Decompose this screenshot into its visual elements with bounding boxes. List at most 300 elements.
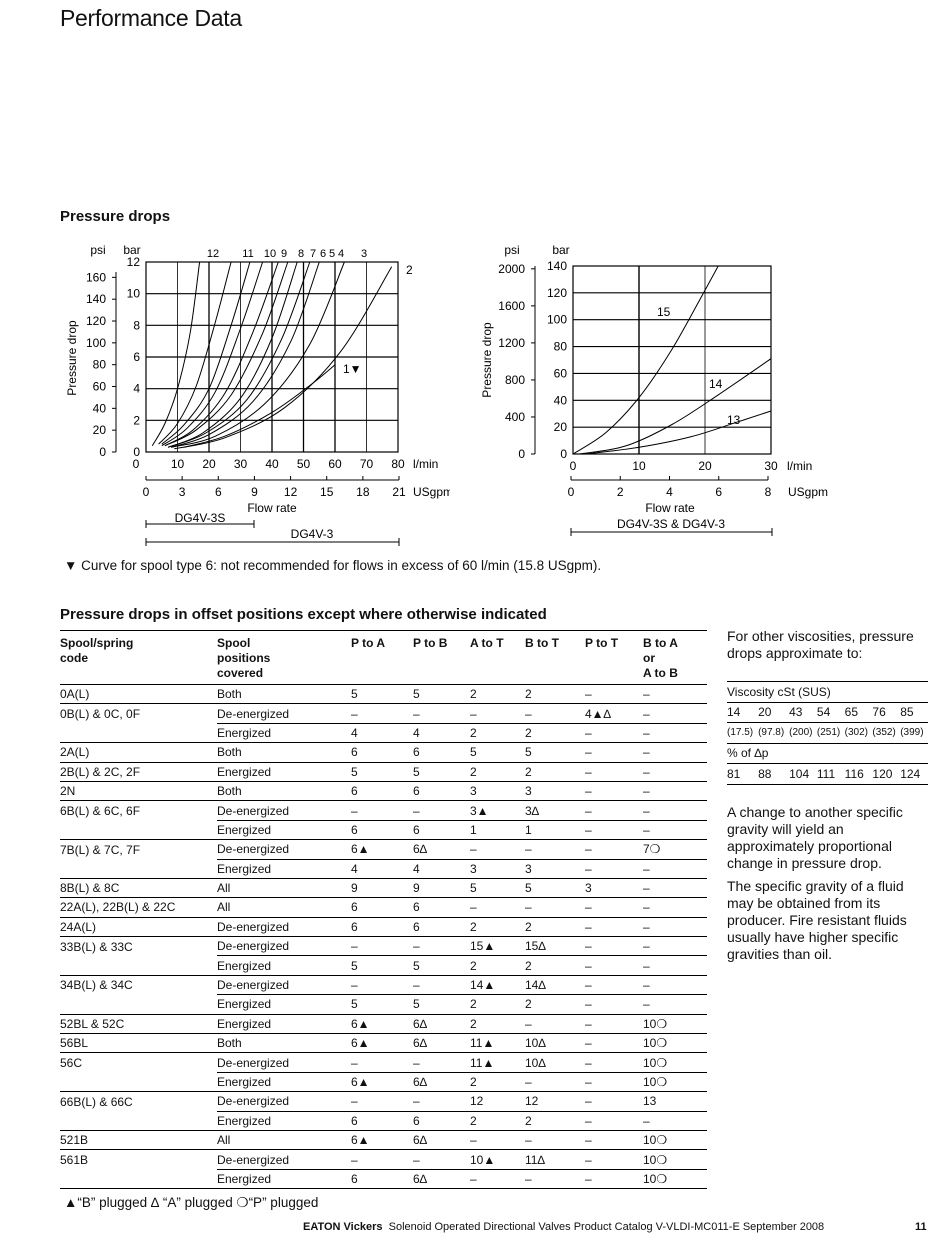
spool-code-cell: 2N xyxy=(60,781,217,800)
y-tick-label-bar: 0 xyxy=(133,445,140,459)
y-axis-label: Pressure drop xyxy=(480,322,494,398)
table-cell: – xyxy=(525,704,585,723)
y-unit-psi: psi xyxy=(504,243,520,257)
table-cell: Energized xyxy=(217,723,351,742)
table-body xyxy=(60,685,707,1189)
table-cell: – xyxy=(585,801,643,820)
x-tick-label-usgpm: 8 xyxy=(764,485,772,499)
table-cell: 10❍ xyxy=(643,1150,707,1169)
curve-label: 5 xyxy=(328,248,336,260)
table-cell: – xyxy=(351,1150,413,1169)
table-cell: 2 xyxy=(470,685,525,704)
table-cell: – xyxy=(585,1092,643,1111)
table-cell: 9 xyxy=(413,878,470,897)
column-header: Spool positions covered xyxy=(217,631,351,685)
y-tick-label-psi: 20 xyxy=(92,423,106,438)
table-row xyxy=(60,743,707,762)
table-cell: – xyxy=(585,1014,643,1033)
viscosity-cell: 85 xyxy=(900,702,928,723)
table-cell: – xyxy=(585,975,643,994)
x-tick-label-usgpm: 12 xyxy=(283,485,298,499)
table-cell: – xyxy=(525,1014,585,1033)
spool-code-cell: 22A(L), 22B(L) & 22C xyxy=(60,898,217,917)
viscosity-cell: 14 xyxy=(727,702,758,723)
table-cell: – xyxy=(643,723,707,742)
table-cell: 2 xyxy=(470,723,525,742)
table-row xyxy=(60,1092,707,1111)
column-header: P to T xyxy=(585,631,643,685)
y-tick-label-psi: 100 xyxy=(85,335,106,350)
y-tick-label-bar: 4 xyxy=(133,381,140,396)
x-tick-label-lmin: 30 xyxy=(233,457,248,471)
y-axis-label: Pressure drop xyxy=(65,320,79,396)
table-cell: 12 xyxy=(525,1092,585,1111)
viscosity-cell: 20 xyxy=(758,702,789,723)
spool-code-cell: 521B xyxy=(60,1130,217,1149)
table-cell: – xyxy=(351,704,413,723)
table-cell: 11▲ xyxy=(470,1053,525,1072)
column-header: B to T xyxy=(525,631,585,685)
x-tick-label-lmin: 40 xyxy=(265,457,279,471)
table-row xyxy=(60,1072,707,1091)
table-cell: 10❍ xyxy=(643,1169,707,1188)
y-tick-label-psi: 140 xyxy=(85,292,106,307)
table-row xyxy=(60,1130,707,1149)
table-row xyxy=(60,1014,707,1033)
table-cell: 10❍ xyxy=(643,1053,707,1072)
table-cell: – xyxy=(585,840,643,859)
table-cell: – xyxy=(413,1053,470,1072)
y-tick-label-psi: 0 xyxy=(99,445,106,459)
table-cell: 6 xyxy=(351,1111,413,1130)
table-cell: 6 xyxy=(413,898,470,917)
table-row xyxy=(60,995,707,1014)
table-cell: – xyxy=(585,917,643,936)
table-row xyxy=(60,762,707,781)
table-cell: 5 xyxy=(525,743,585,762)
x-axis-label: Flow rate xyxy=(247,501,297,515)
curve-13 xyxy=(586,411,771,454)
viscosity-cell: 43 xyxy=(789,702,817,723)
table-cell: All xyxy=(217,898,351,917)
curve-label: 9 xyxy=(280,248,288,260)
table-cell: Both xyxy=(217,781,351,800)
table-cell: – xyxy=(585,723,643,742)
x-unit-lmin: l/min xyxy=(413,457,439,471)
table-cell: Both xyxy=(217,743,351,762)
table-cell: – xyxy=(643,956,707,975)
table-cell: – xyxy=(585,859,643,878)
pressure-drop-table xyxy=(60,630,707,1189)
range-label: DG4V-3S & DG4V-3 xyxy=(616,517,726,531)
table-cell: 6 xyxy=(351,898,413,917)
viscosity-cell: 116 xyxy=(845,764,873,785)
table-cell: 6 xyxy=(413,781,470,800)
spool-code-cell: 33B(L) & 33C xyxy=(60,939,133,954)
table-row xyxy=(60,1034,707,1053)
viscosity-table xyxy=(727,681,928,785)
table-cell: 5 xyxy=(470,878,525,897)
spool-code-cell: 0B(L) & 0C, 0F xyxy=(60,706,141,721)
viscosity-cell: 65 xyxy=(845,702,873,723)
table-cell: 1 xyxy=(470,820,525,839)
table-cell: 5 xyxy=(351,956,413,975)
table-cell: De-energized xyxy=(217,975,351,994)
table-cell: – xyxy=(643,995,707,1014)
viscosity-cell: (302) xyxy=(845,723,873,744)
table-cell: – xyxy=(643,762,707,781)
x-tick-label-usgpm: 4 xyxy=(666,485,673,499)
table-cell: 10❍ xyxy=(643,1034,707,1053)
x-unit-lmin: l/min xyxy=(787,459,813,473)
table-cell: Energized xyxy=(217,1072,351,1091)
table-cell: 3 xyxy=(525,859,585,878)
y-tick-label-psi: 2000 xyxy=(498,261,525,276)
curve-label: 6 xyxy=(319,248,327,260)
table-cell: 3∆ xyxy=(525,801,585,820)
table-cell: 2 xyxy=(525,762,585,781)
spool-code-cell xyxy=(60,1072,217,1091)
table-cell: De-energized xyxy=(217,1053,351,1072)
table-cell: 6 xyxy=(351,820,413,839)
x-unit-usgpm: USgpm xyxy=(788,485,829,499)
table-cell: 15∆ xyxy=(525,937,585,956)
y-tick-label-psi: 160 xyxy=(85,270,106,285)
spool-code-cell: 2B(L) & 2C, 2F xyxy=(60,762,217,781)
table-cell: – xyxy=(351,1053,413,1072)
table-cell: – xyxy=(470,704,525,723)
gravity-text-1: A change to another specific gravity will yield an approximately proportional change in pressure drop. xyxy=(727,804,903,871)
plot-frame xyxy=(573,266,771,454)
table-cell: – xyxy=(351,975,413,994)
table-cell: – xyxy=(643,685,707,704)
table-cell: 4 xyxy=(351,723,413,742)
table-cell: – xyxy=(470,1130,525,1149)
x-tick-label-usgpm: 15 xyxy=(320,485,334,499)
y-unit-bar: bar xyxy=(552,243,570,257)
table-cell: 2 xyxy=(525,723,585,742)
y-tick-label-bar: 8 xyxy=(133,318,140,333)
spool-code-cell: 66B(L) & 66C xyxy=(60,1094,133,1109)
curve-label: 2 xyxy=(406,263,413,277)
table-cell: – xyxy=(585,1111,643,1130)
curve-label: 13 xyxy=(727,413,741,427)
spool-code-cell: 34B(L) & 34C xyxy=(60,978,133,993)
curve-label: 12 xyxy=(206,248,220,260)
table-row xyxy=(60,878,707,897)
curve-label: 10 xyxy=(263,248,277,260)
column-header: B to A or A to B xyxy=(643,631,707,685)
table-cell: – xyxy=(585,1053,643,1072)
table-cell: 6 xyxy=(351,781,413,800)
table-cell: 14∆ xyxy=(525,975,585,994)
y-tick-label-psi: 60 xyxy=(92,379,106,394)
table-cell: 5 xyxy=(525,878,585,897)
y-tick-label-psi: 80 xyxy=(92,357,106,372)
table-cell: – xyxy=(413,704,470,723)
y-tick-label-bar: 10 xyxy=(126,286,140,301)
y-unit-bar: bar xyxy=(123,243,141,257)
table-cell: 9 xyxy=(351,878,413,897)
table-cell: 5 xyxy=(413,956,470,975)
section-title: Pressure drops xyxy=(60,208,171,225)
table-row xyxy=(60,1053,707,1072)
table-cell: Energized xyxy=(217,1169,351,1188)
table-cell: De-energized xyxy=(217,704,351,723)
table-cell: 2 xyxy=(525,956,585,975)
y-tick-label-bar: 40 xyxy=(553,393,567,408)
curve-label: 3 xyxy=(360,248,368,260)
table-cell: 3 xyxy=(525,781,585,800)
viscosity-cell: 81 xyxy=(727,764,758,785)
y-tick-label-psi: 1600 xyxy=(498,298,525,313)
table-cell: – xyxy=(525,898,585,917)
table-cell: 2 xyxy=(470,956,525,975)
table-cell: 13 xyxy=(643,1092,707,1111)
viscosity-cell: (399) xyxy=(900,723,928,744)
table-cell: – xyxy=(525,1169,585,1188)
table-cell: – xyxy=(351,1092,413,1111)
curve-11 xyxy=(159,262,232,444)
table-cell: – xyxy=(351,937,413,956)
y-tick-label-bar: 60 xyxy=(553,366,567,381)
table-row xyxy=(60,704,707,723)
table-cell: – xyxy=(585,781,643,800)
x-tick-label-lmin: 20 xyxy=(698,459,712,473)
column-header: P to A xyxy=(351,631,413,685)
table-cell: 6∆ xyxy=(413,1034,470,1053)
x-tick-label-usgpm: 9 xyxy=(251,485,258,499)
table-cell: Energized xyxy=(217,956,351,975)
table-cell: – xyxy=(585,937,643,956)
table-cell: – xyxy=(413,1092,470,1111)
curve-label: 11 xyxy=(242,248,254,260)
x-axis-label: Flow rate xyxy=(645,501,695,515)
table-row xyxy=(60,917,707,936)
viscosity-cell: (97.8) xyxy=(758,723,789,744)
table-cell: 10❍ xyxy=(643,1130,707,1149)
table-cell: All xyxy=(217,878,351,897)
range-label: DG4V-3 xyxy=(290,527,334,541)
table-cell: Energized xyxy=(217,1014,351,1033)
x-tick-label-lmin: 30 xyxy=(764,459,778,473)
table-cell: 10∆ xyxy=(525,1034,585,1053)
table-row xyxy=(60,898,707,917)
spool-code-cell: 7B(L) & 7C, 7F xyxy=(60,842,141,857)
table-cell: 1 xyxy=(525,820,585,839)
table-cell: – xyxy=(643,898,707,917)
table-row xyxy=(60,781,707,800)
y-tick-label-bar: 140 xyxy=(546,259,567,273)
curve-3 xyxy=(171,262,344,447)
viscosity-cell: 54 xyxy=(817,702,845,723)
table-cell: 2 xyxy=(470,917,525,936)
spool-code-cell: 561B xyxy=(60,1152,89,1167)
table-cell: – xyxy=(585,995,643,1014)
footer-text: Solenoid Operated Directional Valves Product Catalog V-VLDI-MC011-E September 2008 xyxy=(388,1221,825,1233)
spool-code-cell xyxy=(60,723,217,742)
table-row xyxy=(60,840,707,859)
table-cell: – xyxy=(525,1130,585,1149)
y-tick-label-bar: 0 xyxy=(560,447,567,461)
table-cell: 2 xyxy=(470,995,525,1014)
page-title: Performance Data xyxy=(60,5,242,31)
curve-12 xyxy=(152,262,199,446)
table-row xyxy=(60,1150,707,1169)
table-cell: 6▲ xyxy=(351,1014,413,1033)
table-cell: – xyxy=(643,781,707,800)
table-cell: 6▲ xyxy=(351,1034,413,1053)
x-unit-usgpm: USgpm xyxy=(413,485,450,499)
y-tick-label-bar: 2 xyxy=(133,413,140,428)
table-cell: – xyxy=(585,1034,643,1053)
dp-label: % of ∆p xyxy=(727,743,928,764)
table-cell: – xyxy=(585,743,643,762)
table-cell: – xyxy=(643,801,707,820)
curve-label: 14 xyxy=(709,377,723,391)
table-cell: – xyxy=(585,956,643,975)
y-tick-label-psi: 1200 xyxy=(498,335,525,350)
table-cell: 2 xyxy=(525,995,585,1014)
table-cell: 10❍ xyxy=(643,1072,707,1091)
x-tick-label-lmin: 10 xyxy=(632,459,646,473)
x-tick-label-lmin: 80 xyxy=(391,457,405,471)
table-cell: – xyxy=(643,859,707,878)
table-cell: 11▲ xyxy=(470,1034,525,1053)
y-tick-label-bar: 80 xyxy=(553,339,567,354)
table-cell: Energized xyxy=(217,859,351,878)
table-cell: – xyxy=(643,1111,707,1130)
table-cell: 4 xyxy=(413,723,470,742)
table-title: Pressure drops in offset positions except where otherwise indicated xyxy=(60,606,547,623)
table-cell: 6▲ xyxy=(351,1072,413,1091)
y-tick-label-psi: 120 xyxy=(85,314,106,329)
table-cell: – xyxy=(643,704,707,723)
table-cell: 5 xyxy=(470,743,525,762)
table-cell: 5 xyxy=(413,685,470,704)
chart-note: ▼ Curve for spool type 6: not recommended for flows in excess of 60 l/min (15.8 USgpm). xyxy=(64,558,602,573)
curve-label: 15 xyxy=(657,305,671,319)
table-cell: – xyxy=(585,762,643,781)
x-tick-label-usgpm: 0 xyxy=(567,485,575,499)
spool-code-cell xyxy=(60,859,217,878)
table-cell: 5 xyxy=(413,995,470,1014)
viscosity-cell: 111 xyxy=(817,764,845,785)
curve-15 xyxy=(573,266,718,454)
table-cell: – xyxy=(585,1169,643,1188)
x-tick-label-usgpm: 3 xyxy=(178,485,186,499)
table-cell: 5 xyxy=(351,685,413,704)
curve-7 xyxy=(165,262,288,446)
table-cell: 3 xyxy=(470,781,525,800)
curve-label: 1▼ xyxy=(343,362,362,376)
table-cell: – xyxy=(525,1072,585,1091)
table-cell: All xyxy=(217,1130,351,1149)
x-tick-label-lmin: 50 xyxy=(296,457,311,471)
table-cell: Energized xyxy=(217,1111,351,1130)
spool-code-cell xyxy=(60,820,217,839)
x-tick-label-lmin: 20 xyxy=(202,457,216,471)
table-cell: – xyxy=(413,937,470,956)
table-cell: – xyxy=(585,898,643,917)
plug-legend: ▲“B” plugged ∆ “A” plugged ❍“P” plugged xyxy=(64,1195,319,1210)
table-cell: 14▲ xyxy=(470,975,525,994)
table-cell: De-energized xyxy=(217,801,351,820)
viscosity-cell: 124 xyxy=(900,764,928,785)
table-cell: 6∆ xyxy=(413,1014,470,1033)
spool-code-cell: 52BL & 52C xyxy=(60,1014,217,1033)
table-cell: – xyxy=(413,1150,470,1169)
table-row xyxy=(60,820,707,839)
table-row xyxy=(60,1111,707,1130)
table-cell: De-energized xyxy=(217,840,351,859)
y-tick-label-bar: 20 xyxy=(553,420,567,435)
table-cell: 5 xyxy=(351,762,413,781)
table-cell: – xyxy=(470,840,525,859)
table-cell: 6▲ xyxy=(351,840,413,859)
table-cell: 2 xyxy=(525,685,585,704)
pressure-drop-chart-2 xyxy=(475,240,845,555)
table-cell: – xyxy=(585,685,643,704)
table-cell: 2 xyxy=(525,917,585,936)
x-tick-label-usgpm: 6 xyxy=(214,485,222,499)
table-cell: 2 xyxy=(525,1111,585,1130)
table-cell: 10▲ xyxy=(470,1150,525,1169)
table-cell: 2 xyxy=(470,762,525,781)
table-cell: 6∆ xyxy=(413,1169,470,1188)
viscosity-cell: (251) xyxy=(817,723,845,744)
spool-code-cell xyxy=(60,1169,217,1188)
table-row xyxy=(60,859,707,878)
column-header: A to T xyxy=(470,631,525,685)
table-row xyxy=(60,1169,707,1188)
table-cell: Energized xyxy=(217,820,351,839)
x-tick-label-usgpm: 6 xyxy=(715,485,723,499)
y-tick-label-psi: 400 xyxy=(504,409,525,424)
table-cell: – xyxy=(643,937,707,956)
table-cell: 6∆ xyxy=(413,1072,470,1091)
table-cell: De-energized xyxy=(217,1150,351,1169)
x-tick-label-lmin: 0 xyxy=(569,459,577,473)
table-cell: – xyxy=(585,1130,643,1149)
table-cell: 6 xyxy=(413,1111,470,1130)
table-cell: 6 xyxy=(351,917,413,936)
spool-code-cell: 8B(L) & 8C xyxy=(60,878,217,897)
spool-code-cell: 56BL xyxy=(60,1034,217,1053)
table-cell: – xyxy=(351,801,413,820)
x-tick-label-usgpm: 21 xyxy=(392,485,406,499)
y-tick-label-psi: 40 xyxy=(92,401,106,416)
column-header: Spool/spring code xyxy=(60,631,217,685)
viscosity-cell: (352) xyxy=(872,723,900,744)
x-tick-label-lmin: 70 xyxy=(359,457,374,471)
x-tick-label-usgpm: 0 xyxy=(142,485,150,499)
table-cell: 6 xyxy=(413,917,470,936)
table-row xyxy=(60,801,707,820)
table-cell: De-energized xyxy=(217,937,351,956)
viscosity-header-label: Viscosity cSt (SUS) xyxy=(727,682,928,703)
gravity-text-2: The specific gravity of a fluid may be obtained from its producer. Fire resistant fluids usually have higher specific gravities than oil. xyxy=(727,878,907,962)
table-cell: – xyxy=(585,1072,643,1091)
table-cell: 11∆ xyxy=(525,1150,585,1169)
y-tick-label-psi: 800 xyxy=(504,372,525,387)
spool-code-cell: 2A(L) xyxy=(60,743,217,762)
table-cell: 3 xyxy=(470,859,525,878)
table-cell: 6 xyxy=(413,743,470,762)
table-cell: 15▲ xyxy=(470,937,525,956)
table-cell: – xyxy=(643,820,707,839)
x-tick-label-usgpm: 2 xyxy=(616,485,624,499)
